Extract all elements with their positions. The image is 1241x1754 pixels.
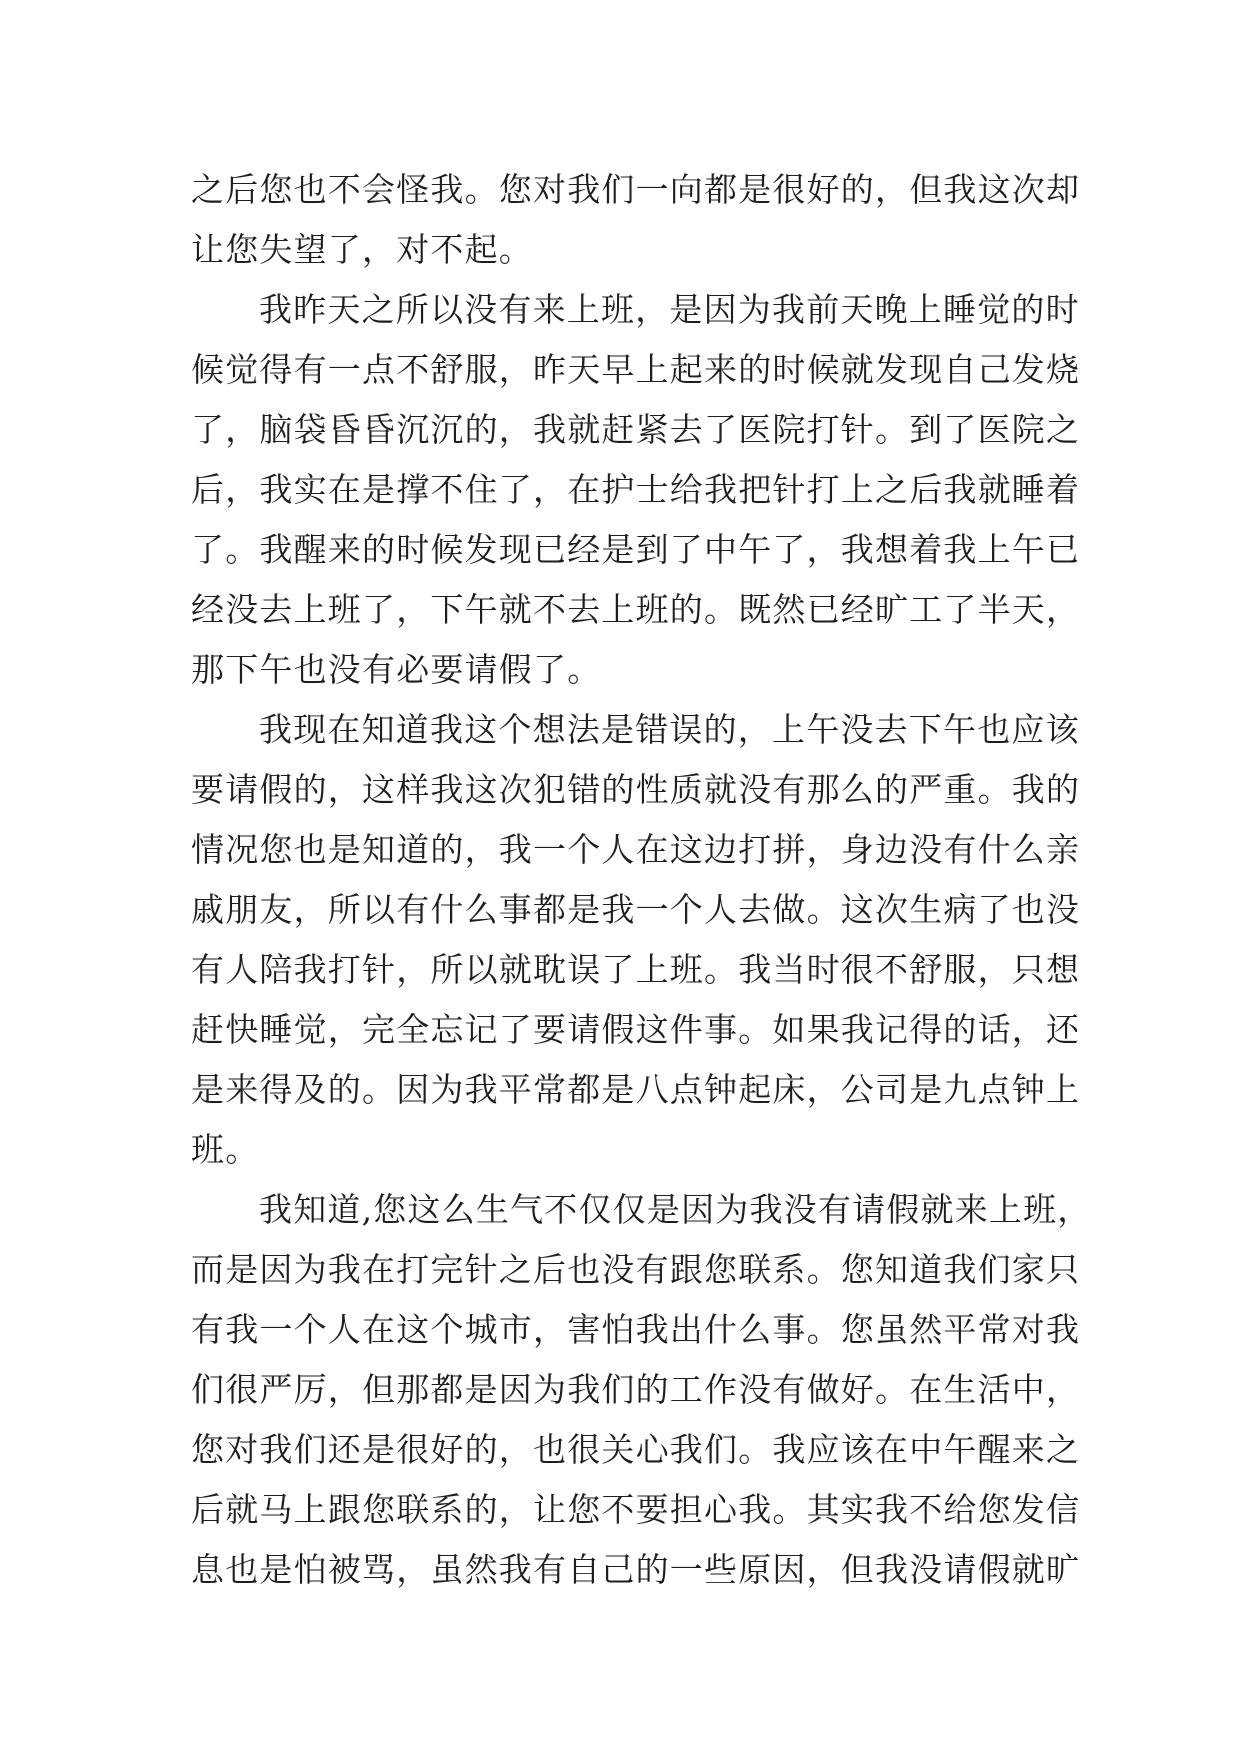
text-line-2: 让您失望了，对不起。 [191,230,533,269]
text-line-12: 情况您也是知道的，我一个人在这边打拼，身边没有什么亲 [191,830,1081,869]
text-line-9: 那下午也没有必要请假了。 [191,650,602,689]
text-line-17: 班。 [191,1130,260,1169]
text-line-8: 经没去上班了，下午就不去上班的。既然已经旷工了半天， [191,590,1081,629]
text-line-18: 我知道,您这么生气不仅仅是因为我没有请假就来上班， [259,1190,1092,1229]
text-line-19: 而是因为我在打完针之后也没有跟您联系。您知道我们家只 [191,1250,1081,1289]
text-line-4: 候觉得有一点不舒服，昨天早上起来的时候就发现自己发烧 [191,350,1081,389]
text-line-21: 们很严厉，但那都是因为我们的工作没有做好。在生活中， [191,1370,1081,1409]
text-line-3: 我昨天之所以没有来上班，是因为我前天晚上睡觉的时 [259,290,1080,329]
text-line-24: 息也是怕被骂，虽然我有自己的一些原因，但我没请假就旷 [191,1550,1081,1589]
text-line-13: 戚朋友，所以有什么事都是我一个人去做。这次生病了也没 [191,890,1081,929]
text-line-5: 了，脑袋昏昏沉沉的，我就赶紧去了医院打针。到了医院之 [191,410,1081,449]
text-line-11: 要请假的，这样我这次犯错的性质就没有那么的严重。我的 [191,770,1081,809]
text-line-10: 我现在知道我这个想法是错误的，上午没去下午也应该 [259,710,1080,749]
text-line-1: 之后您也不会怪我。您对我们一向都是很好的，但我这次却 [191,170,1081,209]
text-line-20: 有我一个人在这个城市，害怕我出什么事。您虽然平常对我 [191,1310,1081,1349]
text-line-16: 是来得及的。因为我平常都是八点钟起床，公司是九点钟上 [191,1070,1081,1109]
text-line-6: 后，我实在是撑不住了，在护士给我把针打上之后我就睡着 [191,470,1081,509]
text-line-23: 后就马上跟您联系的，让您不要担心我。其实我不给您发信 [191,1490,1081,1529]
text-line-15: 赶快睡觉，完全忘记了要请假这件事。如果我记得的话，还 [191,1010,1081,1049]
document-body [191,160,1092,1600]
text-line-22: 您对我们还是很好的，也很关心我们。我应该在中午醒来之 [191,1430,1081,1469]
text-line-14: 有人陪我打针，所以就耽误了上班。我当时很不舒服，只想 [191,950,1081,989]
text-line-7: 了。我醒来的时候发现已经是到了中午了，我想着我上午已 [191,530,1081,569]
